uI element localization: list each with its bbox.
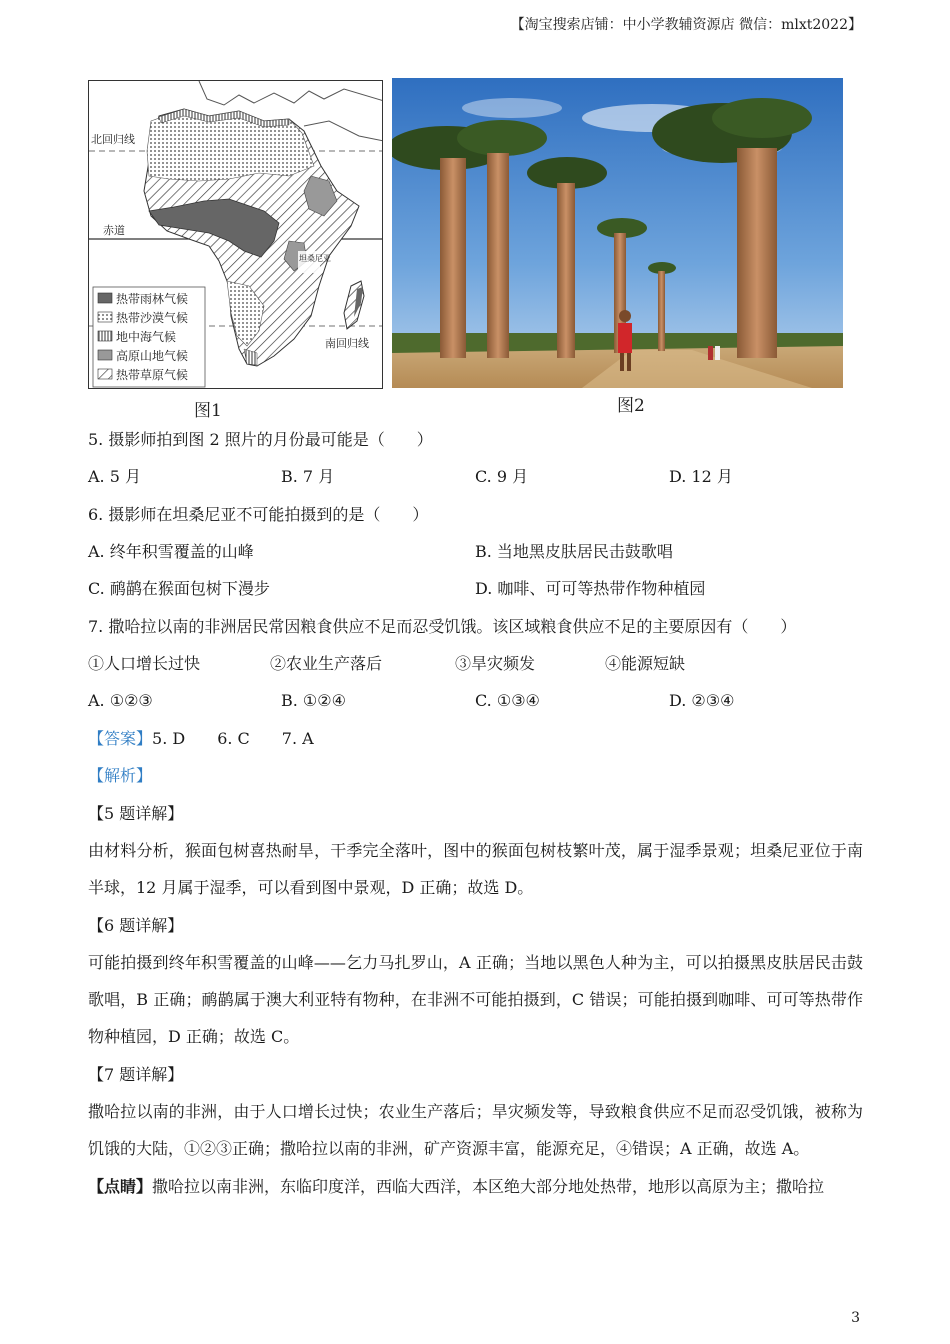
tip-tag: 【点睛】 [88,1177,153,1196]
page-number: 3 [851,1310,860,1326]
detail5-title: 【5 题详解】 [88,804,184,823]
q7-item-2: ②农业生产落后 [270,654,383,673]
q7-option-d: D. ②③④ [669,691,735,710]
legend-swatch-rainforest [98,293,112,303]
q7-item-1: ①人口增长过快 [88,654,201,673]
legend-swatch-desert [98,312,112,322]
detail6-title: 【6 题详解】 [88,916,184,935]
header-note: 【淘宝搜索店铺：中小学教辅资源店 微信：mlxt2022】 [510,17,862,33]
legend-desert: 热带沙漠气候 [116,311,189,325]
legend-swatch-savanna [98,369,112,379]
legend-savanna: 热带草原气候 [116,368,189,382]
answer-text: 5. D 6. C 7. A [152,729,314,748]
q5-option-b: B. 7 月 [281,467,335,486]
legend-swatch-mediterranean [98,331,112,341]
q7-stem: 7. 撒哈拉以南的非洲居民常因粮食供应不足而忍受饥饿。该区域粮食供应不足的主要原因有（ ） [88,617,797,636]
analysis-tag: 【解析】 [88,766,153,785]
figure1-caption: 图1 [194,401,222,421]
tanzania-label: 坦桑尼亚 [299,254,331,263]
answer-line [88,728,314,750]
equator-label: 赤道 [103,224,125,237]
detail5-text: 由材料分析，猴面包树喜热耐旱，干季完全落叶，图中的猴面包树枝繁叶茂，属于湿季景观；坦桑尼亚位于南半球，12 月属于湿季，可以看到图中景观，D 正确；故选 D。 [88,841,863,897]
africa-climate-map [88,80,383,389]
q7-option-b: B. ①②④ [281,691,346,710]
legend-mediterranean: 地中海气候 [116,330,177,344]
q5-option-a: A. 5 月 [88,467,141,486]
q5-option-c: C. 9 月 [475,467,529,486]
q6-option-b: B. 当地黑皮肤居民击鼓歌唱 [475,542,673,561]
detail6-text: 可能拍摄到终年积雪覆盖的山峰——乞力马扎罗山，A 正确；当地以黑色人种为主，可以拍摄黑皮肤居民击鼓歌唱，B 正确；鸸鹋属于澳大利亚特有物种，在非洲不可能拍摄到，C 错误；可能拍摄到咖啡、可可等热带作物种植园，D 正确；故选 C。 [88,953,863,1046]
q7-option-a: A. ①②③ [88,691,153,710]
tropic-north-label: 北回归线 [91,133,135,146]
tropic-south-label: 南回归线 [325,337,369,350]
tip-text: 撒哈拉以南非洲，东临印度洋，西临大西洋，本区绝大部分地处热带，地形以高原为主；撒哈拉 [152,1177,825,1196]
q6-option-a: A. 终年积雪覆盖的山峰 [88,542,254,561]
q6-option-d: D. 咖啡、可可等热带作物种植园 [475,579,706,598]
q6-stem: 6. 摄影师在坦桑尼亚不可能拍摄到的是（ ） [88,505,429,524]
q6-option-c: C. 鸸鹋在猴面包树下漫步 [88,579,270,598]
baobab-photo [392,78,843,388]
answer-tag: 【答案】 [88,729,153,748]
legend-highland: 高原山地气候 [116,349,189,363]
q7-option-c: C. ①③④ [475,691,540,710]
q5-option-d: D. 12 月 [669,467,733,486]
q7-item-3: ③旱灾频发 [455,654,536,673]
detail7-title: 【7 题详解】 [88,1065,184,1084]
figure2-caption: 图2 [617,396,645,416]
legend-rainforest: 热带雨林气候 [116,292,189,306]
q7-item-4: ④能源短缺 [605,654,686,673]
legend-swatch-highland [98,350,112,360]
detail7-text: 撒哈拉以南的非洲，由于人口增长过快；农业生产落后；旱灾频发等，导致粮食供应不足而忍受饥饿，被称为饥饿的大陆，①②③正确；撒哈拉以南的非洲，矿产资源丰富，能源充足，④错误；A 正确，故选 A。 [88,1102,863,1158]
tip-paragraph [88,1168,863,1205]
q5-stem: 5. 摄影师拍到图 2 照片的月份最可能是（ ） [88,430,433,449]
